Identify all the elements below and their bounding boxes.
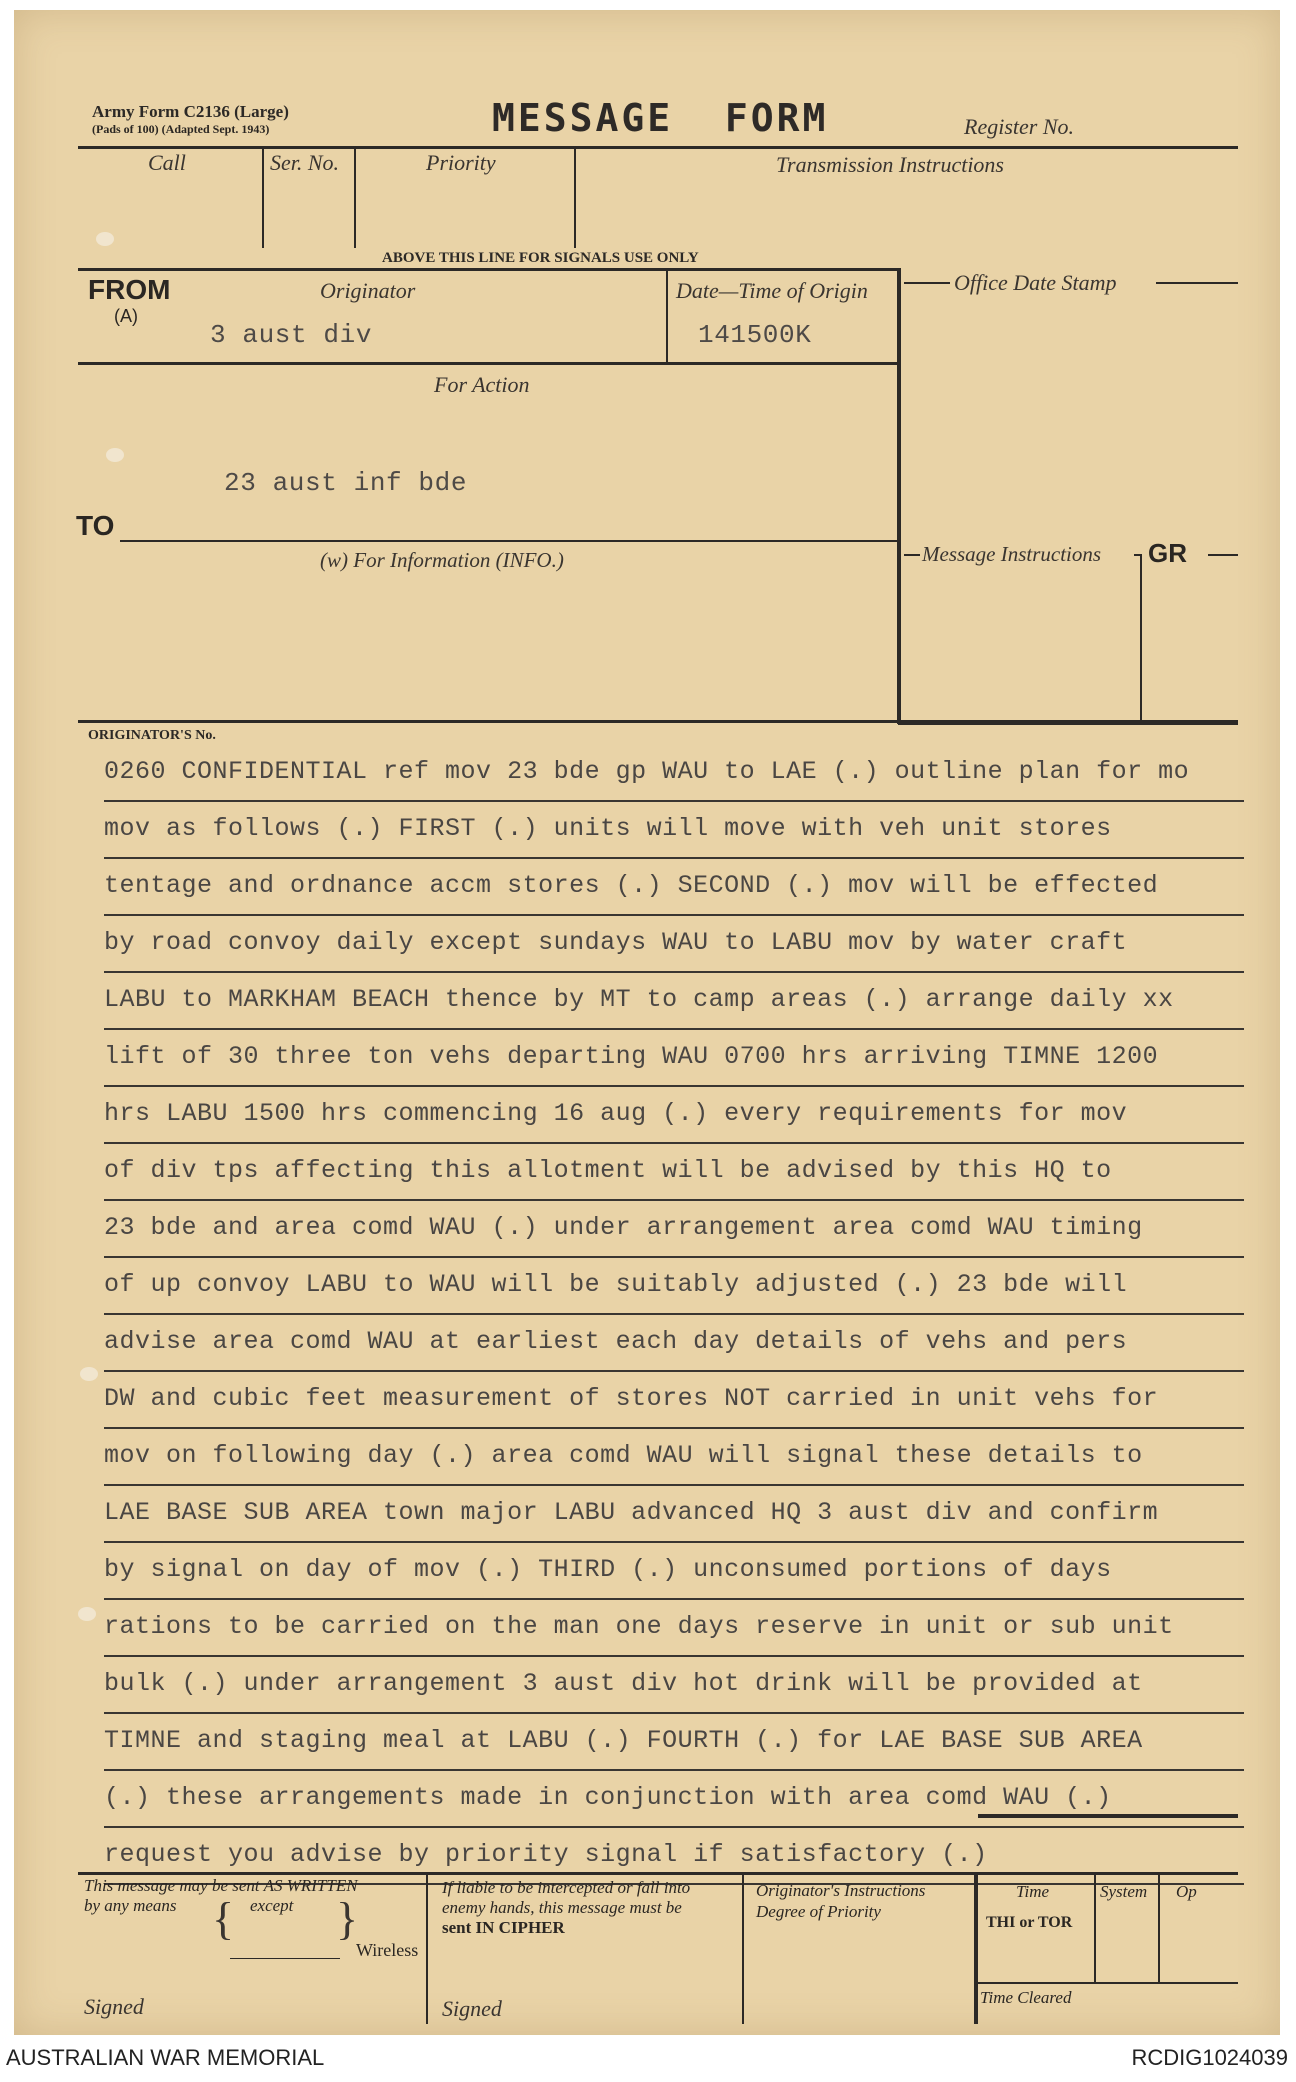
signed-label-1: Signed: [84, 1994, 144, 2019]
register-no-label: Register No.: [964, 114, 1074, 139]
message-line: rations to be carried on the man one days reserve in unit or sub unit: [104, 1599, 1244, 1657]
message-line: 0260 CONFIDENTIAL ref mov 23 bde gp WAU to LAE (.) outline plan for mo: [104, 744, 1244, 802]
orig-instr-line1: Originator's Instructions: [756, 1881, 926, 1900]
message-line: by road convoy daily except sundays WAU to LABU mov by water craft: [104, 915, 1244, 973]
for-action-label: For Action: [434, 372, 530, 397]
message-line: mov on following day (.) area comd WAU will signal these details to: [104, 1428, 1244, 1486]
office-date-stamp-label: Office Date Stamp: [954, 270, 1117, 295]
originator-value: 3 aust div: [210, 320, 373, 350]
message-line: 23 bde and area comd WAU (.) under arrangement area comd WAU timing: [104, 1200, 1244, 1258]
right-brace: }: [336, 1893, 359, 1944]
message-line: bulk (.) under arrangement 3 aust div hot drink will be provided at: [104, 1656, 1244, 1714]
form-sub: (Pads of 100) (Adapted Sept. 1943): [92, 122, 270, 136]
sent-written-line1: This message may be sent AS WRITTEN: [84, 1876, 358, 1895]
from-sub-label: (A): [114, 306, 138, 326]
cipher-note: [442, 1878, 690, 1938]
message-line: request you advise by priority signal if satisfactory (.): [104, 1827, 1244, 1885]
message-line: of up convoy LABU to WAU will be suitably adjusted (.) 23 bde will: [104, 1257, 1244, 1315]
gr-label: GR: [1148, 538, 1187, 568]
cipher-line2: enemy hands, this message must be: [442, 1898, 682, 1917]
message-line: advise area comd WAU at earliest each day details of vehs and pers: [104, 1314, 1244, 1372]
left-brace: {: [212, 1893, 235, 1944]
priority-label: Priority: [426, 150, 496, 175]
message-line: DW and cubic feet measurement of stores NOT carried in unit vehs for: [104, 1371, 1244, 1429]
punch-hole: [78, 1607, 96, 1621]
signed-label-2: Signed: [442, 1996, 502, 2021]
message-line: by signal on day of mov (.) THIRD (.) unconsumed portions of days: [104, 1542, 1244, 1600]
transmission-instructions-label: Transmission Instructions: [776, 152, 1004, 177]
cipher-line3: sent IN CIPHER: [442, 1918, 565, 1937]
message-line: TIMNE and staging meal at LABU (.) FOURTH (.) for LAE BASE SUB AREA: [104, 1713, 1244, 1771]
message-line: hrs LABU 1500 hrs commencing 16 aug (.) every requirements for mov: [104, 1086, 1244, 1144]
except-label: except: [250, 1896, 294, 1915]
message-form-sheet: [14, 10, 1280, 2035]
sent-written-line2: by any means: [84, 1896, 177, 1915]
originator-instructions: [756, 1880, 925, 1922]
dto-value: 141500K: [698, 320, 812, 350]
message-line: LABU to MARKHAM BEACH thence by MT to camp areas (.) arrange daily xx: [104, 972, 1244, 1030]
cipher-line1: If liable to be intercepted or fall into: [442, 1878, 691, 1897]
punch-hole: [80, 1367, 98, 1381]
for-action-value: 23 aust inf bde: [224, 468, 468, 498]
footer-archive-name: AUSTRALIAN WAR MEMORIAL: [6, 2045, 325, 2070]
footer-catalogue-id: RCDIG1024039: [1131, 2045, 1288, 2070]
to-label: TO: [76, 510, 115, 541]
ser-no-label: Ser. No.: [270, 150, 340, 175]
thi-tor-label: THI or TOR: [986, 1914, 1073, 1931]
message-line: (.) these arrangements made in conjunction with area comd WAU (.): [104, 1770, 1244, 1828]
punch-hole: [96, 232, 114, 246]
time-cleared-label: Time Cleared: [980, 1988, 1072, 2007]
signals-use-only-note: ABOVE THIS LINE FOR SIGNALS USE ONLY: [382, 250, 699, 266]
orig-instr-line2: Degree of Priority: [756, 1902, 881, 1921]
form-id: Army Form C2136 (Large): [92, 102, 289, 121]
for-information-label: (w) For Information (INFO.): [320, 548, 564, 572]
message-line: lift of 30 three ton vehs departing WAU 0700 hrs arriving TIMNE 1200: [104, 1029, 1244, 1087]
message-line: LAE BASE SUB AREA town major LABU advanced HQ 3 aust div and confirm: [104, 1485, 1244, 1543]
message-instructions-label: Message Instructions: [922, 542, 1102, 566]
system-label: System: [1100, 1882, 1148, 1901]
op-label: Op: [1176, 1882, 1197, 1901]
message-line: tentage and ordnance accm stores (.) SECOND (.) mov will be effected: [104, 858, 1244, 916]
message-line: of div tps affecting this allotment will be advised by this HQ to: [104, 1143, 1244, 1201]
from-label: FROM: [88, 274, 171, 305]
message-line: mov as follows (.) FIRST (.) units will move with veh unit stores: [104, 801, 1244, 859]
originators-no-label: ORIGINATOR'S No.: [88, 728, 216, 743]
originator-label: Originator: [320, 278, 416, 303]
wireless-label: Wireless: [356, 1940, 419, 1960]
dto-label: Date—Time of Origin: [676, 278, 868, 303]
punch-hole: [106, 448, 124, 462]
call-label: Call: [148, 150, 186, 175]
time-label: Time: [1016, 1882, 1050, 1901]
page-title: MESSAGE FORM: [492, 96, 829, 140]
